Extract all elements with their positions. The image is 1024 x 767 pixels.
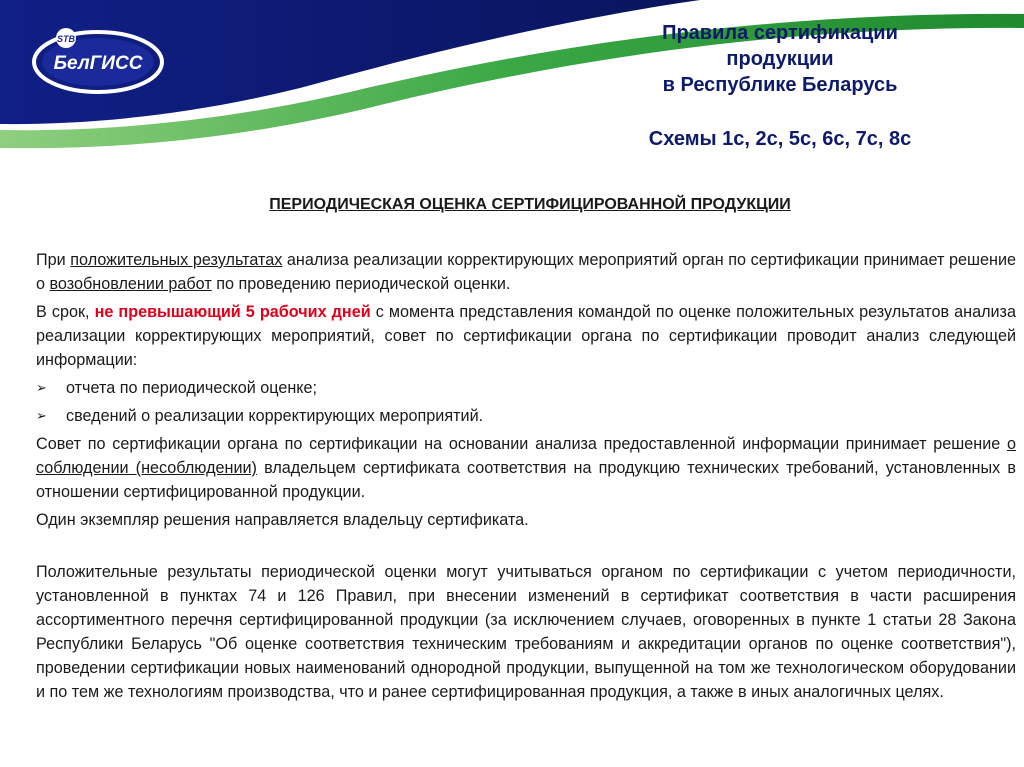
- title-line-2: продукции: [726, 48, 834, 70]
- arrow-bullet-icon: ➢: [36, 380, 47, 395]
- deadline-highlight: не превышающий 5 рабочих дней: [94, 303, 371, 321]
- list-item: ➢ сведений о реализации корректирующих мероприятий.: [36, 404, 1016, 428]
- list-item: ➢ отчета по периодической оценке;: [36, 376, 1016, 400]
- schemes-subtitle: Схемы 1с, 2с, 5с, 6с, 7с, 8с: [648, 128, 912, 150]
- paragraph-1: При положительных результатах анализа реализации корректирующих мероприятий орган по сертификации принимает решение о возобновлении работ по проведению периодической оценки.: [36, 251, 1017, 293]
- title-line-1: Правила сертификации: [662, 22, 898, 44]
- arrow-bullet-icon: ➢: [36, 408, 47, 423]
- body-content: [36, 248, 1016, 708]
- svg-text:STB: STB: [57, 34, 75, 44]
- paragraph-5: Положительные результаты периодической оценки могут учитываться органом по сертификации с учетом периодичности, установленной в пунктах 74 и 126 Правил, при внесении изменений в сертификат соответствия в части расширения ассортиментного перечня сертифицированной продукции (за исключением случаев, оговоренных в пункте 1 статьи 28 Закона Республики Беларусь "Об оценке соответствия техническим требованиям и аккредитации органов по оценке соответствия"), проведении сертификации новых наименований однородной продукции, выпущенной на том же технологическом оборудовании и по тем же технологиям производства, что и ранее сертифицированная продукция, а также в иных аналогичных целях.: [36, 563, 1016, 701]
- page-title: [560, 20, 1000, 152]
- paragraph-2: В срок, не превышающий 5 рабочих дней с момента представления командой по оценке положительных результатов анализа реализации корректирующих мероприятий, совет по сертификации органа по сертификации проводит анализ следующей информации:: [36, 303, 1016, 369]
- paragraph-4: Один экземпляр решения направляется владельцу сертификата.: [36, 511, 529, 529]
- section-heading: ПЕРИОДИЧЕСКАЯ ОЦЕНКА СЕРТИФИЦИРОВАННОЙ ПРОДУКЦИИ: [269, 196, 791, 213]
- title-line-3: в Республике Беларусь: [662, 74, 898, 96]
- paragraph-3: Совет по сертификации органа по сертификации на основании анализа предоставленной информации принимает решение о соблюдении (несоблюдении) владельцем сертификата соответствия на продукцию технических требований, установленных в отношении сертифицированной продукции.: [36, 435, 1016, 501]
- belgiss-logo-icon: [30, 22, 166, 98]
- svg-text:БелГИСС: БелГИСС: [53, 53, 143, 74]
